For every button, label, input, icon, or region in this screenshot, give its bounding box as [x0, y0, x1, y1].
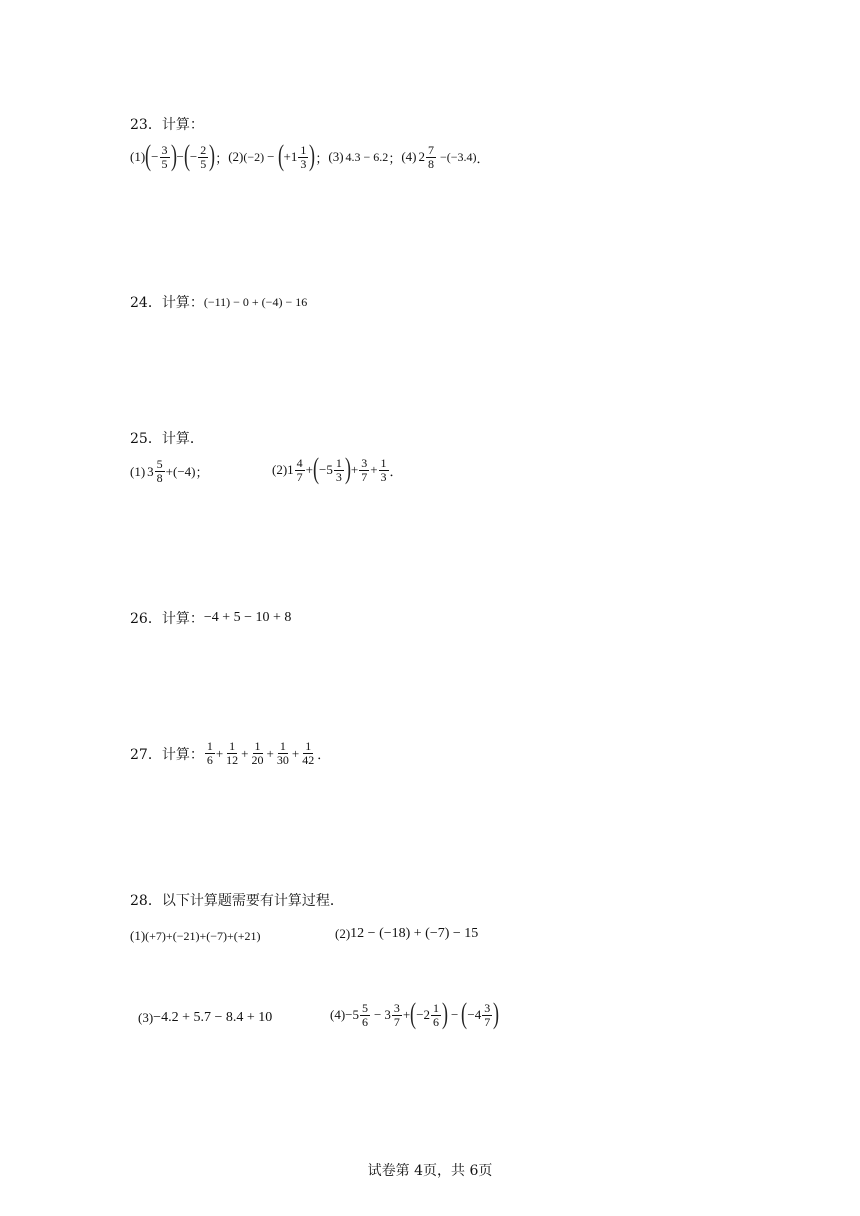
q25-p1-label: (1)	[130, 463, 146, 479]
q25-p2-end: ．	[389, 463, 403, 479]
q27	[130, 740, 330, 767]
q25-p2-fraction: $\frac{4}{7}$	[296, 455, 303, 484]
q23-p1-minus: −	[176, 149, 184, 164]
q27-fraction-4: $\frac{1}{30}$	[276, 739, 289, 767]
q23-p4-fraction: $\frac{7}{8}$	[428, 142, 434, 171]
q28-p2	[335, 926, 478, 942]
q23-p4-rest: −(−3.4)	[440, 149, 477, 164]
q28-p4-a-fraction: $\frac{5}{6}$	[362, 1000, 369, 1029]
q28-p1	[130, 928, 261, 944]
q28-p3-label: (3)	[138, 1010, 154, 1025]
q23-p2-label: (2)	[228, 149, 244, 164]
q25-p1-fraction: $\frac{5}{8}$	[156, 457, 163, 485]
q27-plus: +	[241, 745, 249, 761]
q28-p4	[330, 997, 500, 1030]
q28-p4-minus2: −	[451, 1007, 459, 1022]
q23-p1-a-fraction: $\frac{3}{5}$	[161, 142, 168, 171]
q23-p1-b-fraction: $\frac{2}{5}$	[200, 142, 207, 171]
paren-right: )	[442, 997, 449, 1030]
q26-title: 26．计算：	[130, 611, 204, 627]
q23-p3-expr: 4.3 − 6.2	[345, 149, 389, 164]
paren-left: (	[183, 139, 190, 172]
q25-p1	[130, 458, 209, 485]
page-footer: 试卷第 4页，共 6页	[367, 1163, 493, 1179]
q27-plus: +	[215, 745, 224, 761]
q27-plus: +	[291, 745, 300, 761]
q23-p2-minus: −	[267, 149, 275, 164]
q28-p4-plus: +	[402, 1007, 411, 1022]
q23-sep3: ；	[388, 150, 402, 166]
q23-expressions	[130, 139, 490, 172]
q23-sep1: ；	[215, 150, 229, 166]
q28-p2-label: (2)	[335, 926, 351, 941]
q28-p4-d-fraction: $\frac{3}{7}$	[484, 1000, 491, 1029]
q25-p2-plus2: +	[350, 462, 359, 477]
q23-end: ．	[476, 150, 490, 166]
paren-left: (	[145, 139, 152, 172]
q27-fraction-3: $\frac{1}{20}$	[251, 739, 264, 767]
q26	[130, 608, 291, 628]
q28-title: 28．以下计算题需要有计算过程．	[130, 893, 344, 909]
q23-p2-a: (−2)	[243, 149, 265, 164]
paren-right: )	[493, 997, 500, 1030]
q28-p4-b-whole: 3	[384, 1007, 391, 1022]
paren-right: )	[170, 139, 177, 172]
q25-p2	[272, 452, 403, 485]
q27-fraction-2: $\frac{1}{12}$	[226, 739, 239, 767]
q24-expr: (−11) − 0 + (−4) − 16	[203, 294, 308, 309]
q23-p4-label: (4)	[401, 149, 417, 164]
q27-title: 27．计算：	[130, 746, 204, 763]
q28-p1-expr: (+7)+(−21)+(−7)+(+21)	[145, 928, 261, 943]
paren-right: )	[344, 452, 351, 485]
q28-p1-label: (1)	[130, 928, 146, 943]
q27-plus: +	[266, 745, 274, 761]
q23-title: 23．计算：	[130, 117, 204, 133]
q25-p1-rest: +(−4)	[165, 463, 196, 479]
q23-p3-label: (3)	[328, 149, 344, 164]
q23-p1-label: (1)	[130, 149, 146, 164]
q25-p2-b-whole: −5	[319, 462, 333, 477]
paren-right: )	[309, 139, 316, 172]
q27-fraction-5: $\frac{1}{42}$	[302, 739, 315, 767]
q27-fraction-1: $\frac{1}{6}$	[206, 739, 213, 767]
q25-p2-c-fraction: $\frac{3}{7}$	[361, 455, 368, 484]
q23-p1-a-sign: −	[151, 149, 159, 164]
q23-p1-b-sign: −	[189, 149, 198, 164]
q28-p4-d-whole: −4	[467, 1007, 482, 1022]
paren-right: )	[209, 139, 216, 172]
q28-p4-a-whole: −5	[345, 1007, 360, 1022]
q25-p1-whole: 3	[147, 463, 154, 479]
q25-p2-whole: 1	[287, 462, 294, 477]
q28-p2-expr: 12 − (−18) + (−7) − 15	[350, 926, 479, 941]
q25-p2-d-fraction: $\frac{1}{3}$	[380, 455, 387, 484]
q23-p2-b-whole: +1	[283, 149, 298, 164]
q24-title: 24．计算：	[130, 295, 204, 311]
q28-p3	[138, 1010, 272, 1026]
q25-p2-b-fraction: $\frac{1}{3}$	[335, 455, 342, 484]
q23-sep2: ；	[315, 150, 329, 166]
q25-p2-plus3: +	[370, 462, 378, 477]
q23-p2-b-fraction: $\frac{1}{3}$	[300, 142, 307, 171]
q28-p4-c-whole: −2	[416, 1007, 431, 1022]
paren-left: (	[461, 997, 468, 1030]
q25-p1-end: ；	[195, 465, 209, 480]
q25-p2-label: (2)	[272, 462, 288, 477]
paren-left: (	[313, 452, 320, 485]
q25-title: 25．计算．	[130, 431, 204, 447]
q23-p4-whole: 2	[418, 149, 425, 164]
q28-p4-label: (4)	[330, 1007, 346, 1022]
q27-end: ．	[317, 747, 331, 762]
q26-expr: −4 + 5 − 10 + 8	[203, 610, 292, 625]
q24	[130, 292, 307, 312]
q25-p2-plus: +	[305, 462, 314, 477]
paren-left: (	[277, 139, 284, 172]
q28-p4-c-fraction: $\frac{1}{6}$	[433, 1000, 440, 1029]
q28-p3-expr: −4.2 + 5.7 − 8.4 + 10	[153, 1010, 273, 1025]
q28-p4-b-fraction: $\frac{3}{7}$	[393, 1000, 400, 1029]
paren-left: (	[410, 997, 417, 1030]
q28-p4-minus: −	[374, 1007, 382, 1022]
